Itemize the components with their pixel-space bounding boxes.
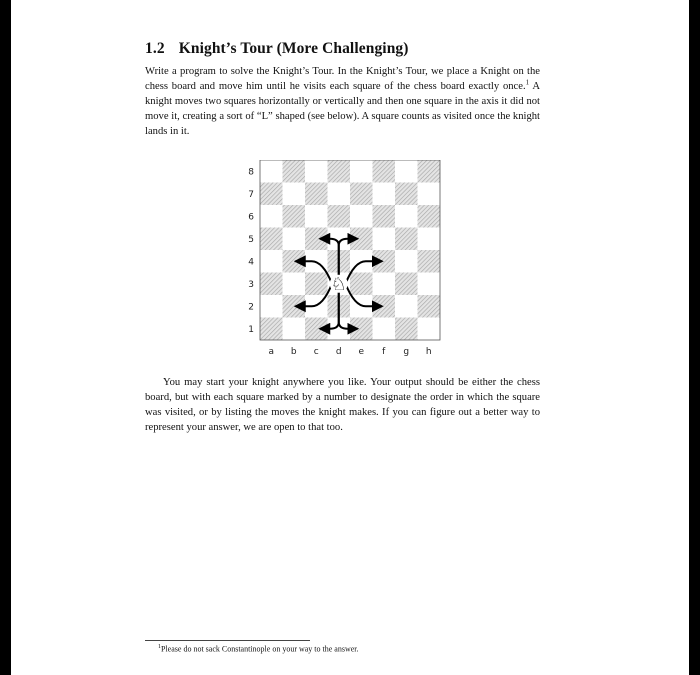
- file-label-d: d: [335, 347, 342, 357]
- rank-label-4: 4: [248, 257, 254, 268]
- board-square-g4: [395, 250, 418, 273]
- board-square-h7: [418, 183, 441, 206]
- footnote-marker: 1: [158, 644, 161, 650]
- board-square-a4: [260, 250, 283, 273]
- board-square-g1: [395, 318, 418, 341]
- board-square-a7: [260, 183, 283, 206]
- board-square-b6: [283, 205, 306, 228]
- section-number: 1.2: [145, 40, 165, 57]
- board-square-g8: [395, 160, 418, 183]
- board-square-b7: [283, 183, 306, 206]
- board-square-f5: [373, 228, 396, 251]
- board-square-f6: [373, 205, 396, 228]
- chess-board: [240, 160, 450, 360]
- board-square-c3: [305, 273, 328, 296]
- board-square-g7: [395, 183, 418, 206]
- board-square-a3: [260, 273, 283, 296]
- board-square-h8: [418, 160, 441, 183]
- intro-text-1: Write a program to solve the Knight’s Tour. In the Knight’s Tour, we place a Knight on the chess board and move him until he visits each square of the chess board exactly once.: [145, 66, 540, 92]
- board-square-h6: [418, 205, 441, 228]
- board-square-g3: [395, 273, 418, 296]
- board-square-c8: [305, 160, 328, 183]
- board-square-h5: [418, 228, 441, 251]
- file-label-g: g: [403, 347, 410, 357]
- intro-text-2: A knight moves two squares horizontally or vertically and then one square in the axis it did not move it, creating a sort of “L” shaped (see below). A square counts as visited once the knight lands in it.: [145, 81, 540, 137]
- rank-label-5: 5: [248, 234, 254, 245]
- rank-label-8: 8: [248, 167, 254, 178]
- board-square-g6: [395, 205, 418, 228]
- intro-paragraph: [145, 64, 540, 139]
- board-square-h4: [418, 250, 441, 273]
- board-square-d7: [328, 183, 351, 206]
- board-square-a8: [260, 160, 283, 183]
- board-square-g5: [395, 228, 418, 251]
- board-square-a5: [260, 228, 283, 251]
- file-label-f: f: [382, 347, 386, 357]
- board-square-e6: [350, 205, 373, 228]
- file-label-c: c: [313, 347, 319, 357]
- rank-label-6: 6: [248, 212, 254, 223]
- file-label-b: b: [290, 347, 297, 357]
- board-square-d6: [328, 205, 351, 228]
- board-square-f1: [373, 318, 396, 341]
- footnote-reference: 1: [525, 78, 530, 87]
- board-square-a2: [260, 295, 283, 318]
- board-square-b5: [283, 228, 306, 251]
- board-square-d8: [328, 160, 351, 183]
- section-heading: [145, 40, 409, 58]
- rank-label-2: 2: [248, 302, 254, 313]
- board-square-f8: [373, 160, 396, 183]
- board-square-g2: [395, 295, 418, 318]
- board-square-e8: [350, 160, 373, 183]
- board-square-b3: [283, 273, 306, 296]
- footnote-divider: [145, 640, 310, 641]
- footnote-text: Please do not sack Constantinople on your way to the answer.: [161, 644, 359, 654]
- rank-label-7: 7: [248, 189, 254, 200]
- board-square-h3: [418, 273, 441, 296]
- board-square-b1: [283, 318, 306, 341]
- file-label-e: e: [358, 347, 365, 357]
- knight-icon: ♘: [330, 273, 347, 295]
- board-square-f7: [373, 183, 396, 206]
- board-square-h1: [418, 318, 441, 341]
- board-square-a6: [260, 205, 283, 228]
- file-label-a: a: [268, 347, 275, 357]
- rank-label-3: 3: [248, 279, 254, 290]
- board-square-a1: [260, 318, 283, 341]
- board-square-c7: [305, 183, 328, 206]
- board-square-e3: [350, 273, 373, 296]
- board-square-e7: [350, 183, 373, 206]
- section-title: Knight’s Tour (More Challenging): [178, 40, 409, 57]
- output-paragraph: You may start your knight anywhere you like. Your output should be either the chess board, but with each square marked by a number to designate the order in which the square was visited, or by listing the moves the knight makes. If you can figure out a better way to represent your answer, we are open to that too.: [145, 377, 540, 433]
- footnote: [158, 644, 359, 654]
- board-square-c6: [305, 205, 328, 228]
- board-square-h2: [418, 295, 441, 318]
- file-label-h: h: [425, 347, 432, 357]
- board-square-f3: [373, 273, 396, 296]
- chess-board-figure: [240, 160, 450, 364]
- board-square-b8: [283, 160, 306, 183]
- rank-label-1: 1: [248, 324, 254, 335]
